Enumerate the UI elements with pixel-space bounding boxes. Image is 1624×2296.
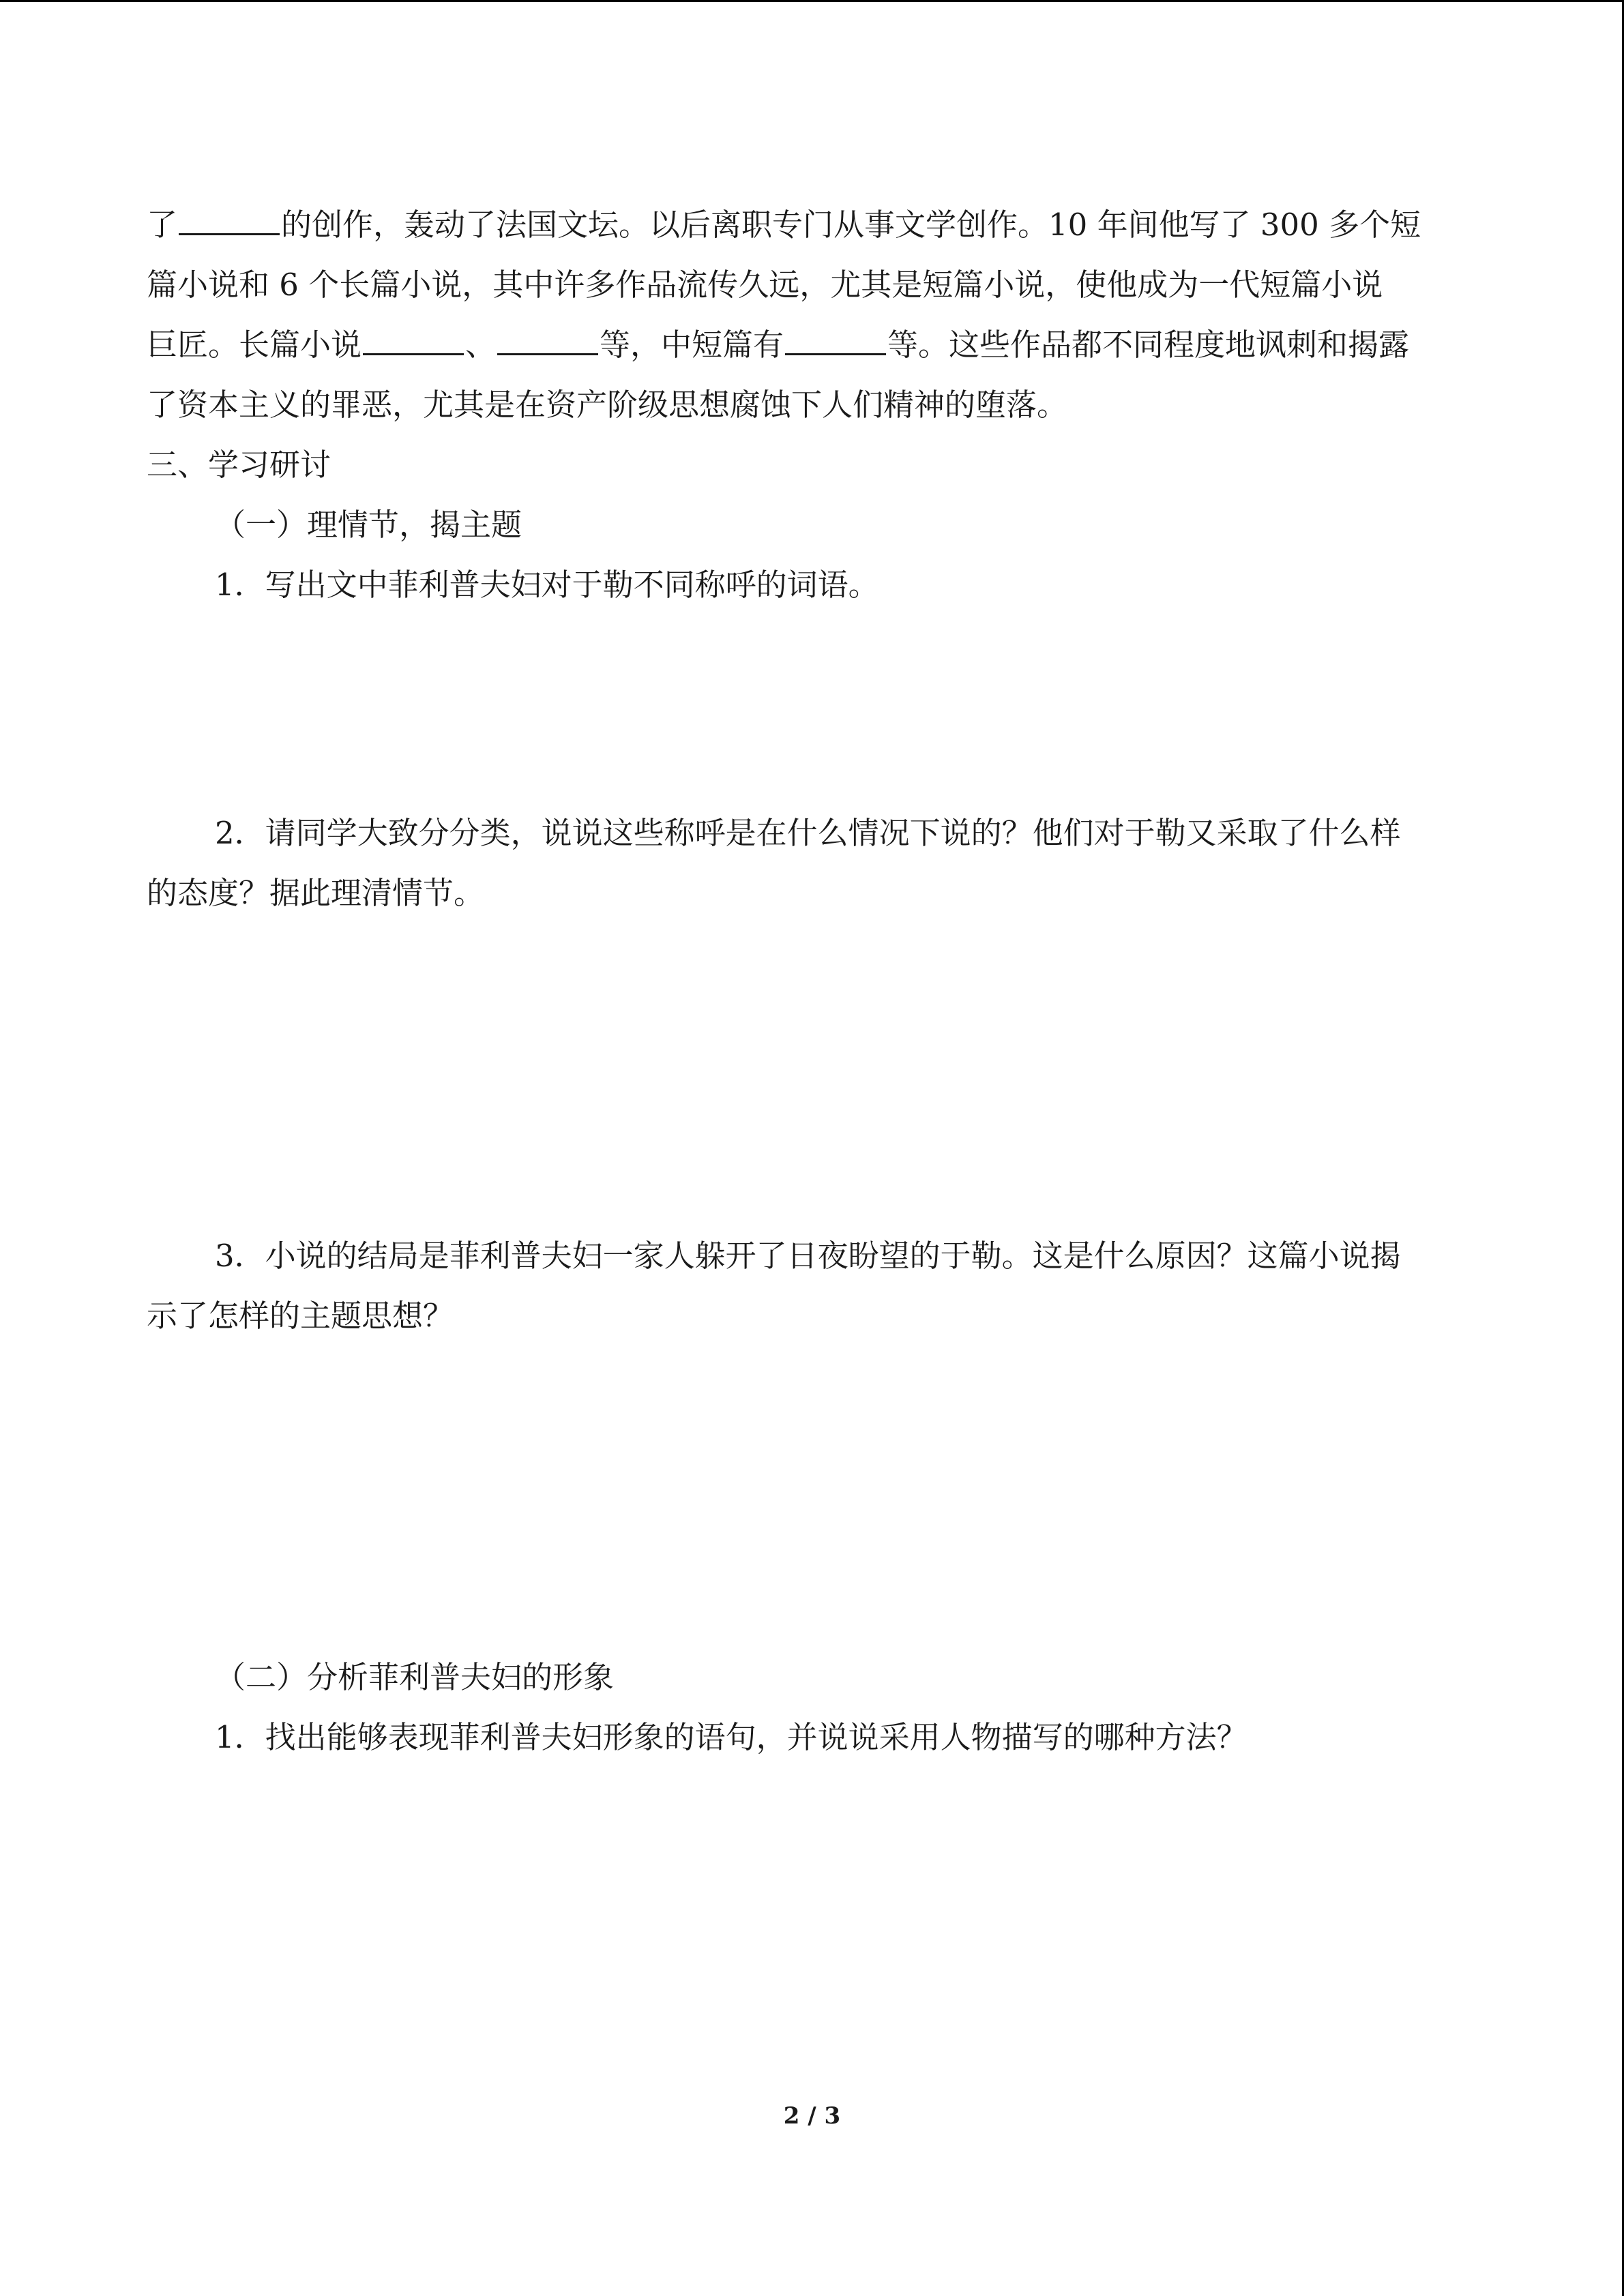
fill-blank-2[interactable]: [363, 327, 464, 355]
part-1-question-2-line-1: 2．请同学大致分分类，说说这些称呼是在什么情况下说的？他们对于勒又采取了什么样: [215, 815, 1401, 851]
intro-line-3: [147, 325, 1409, 366]
part-2-heading: （二）分析菲利普夫妇的形象: [215, 1659, 615, 1695]
fill-blank-3[interactable]: [497, 327, 598, 355]
part-1-heading: （一）理情节，揭主题: [215, 507, 522, 543]
intro-text: 等。这些作品都不同程度地讽刺和揭露: [887, 327, 1410, 363]
intro-text: 的创作，轰动了法国文坛。以后离职专门从事文学创作。10 年间他写了 300 多个短: [281, 207, 1421, 243]
part-2-question-1: 1．找出能够表现菲利普夫妇形象的语句，并说说采用人物描写的哪种方法？: [215, 1719, 1247, 1755]
intro-text: 、: [465, 327, 497, 363]
part-1-question-1: 1．写出文中菲利普夫妇对于勒不同称呼的词语。: [215, 567, 879, 603]
intro-line-2: [147, 265, 1383, 305]
intro-text: 了资本主义的罪恶，尤其是在资产阶级思想腐蚀下人们精神的堕落。: [147, 387, 1068, 423]
part-1-question-3-line-2: 示了怎样的主题思想？: [147, 1298, 454, 1334]
intro-text: 了: [147, 207, 178, 243]
page-number: 2 / 3: [783, 2102, 841, 2130]
intro-text: 等，中短篇有: [600, 327, 784, 363]
section-3-heading: 三、学习研讨: [147, 447, 331, 483]
part-1-question-3-line-1: 3．小说的结局是菲利普夫妇一家人躲开了日夜盼望的于勒。这是什么原因？这篇小说揭: [215, 1238, 1401, 1274]
intro-line-1: [147, 205, 1421, 245]
top-border-line: [0, 0, 1624, 2]
part-1-question-2-line-2: 的态度？据此理清情节。: [147, 875, 485, 911]
fill-blank-1[interactable]: [179, 207, 280, 235]
intro-line-4: [147, 385, 1067, 426]
intro-text: 篇小说和 6 个长篇小说，其中许多作品流传久远，尤其是短篇小说，使他成为一代短篇小说: [147, 267, 1383, 303]
fill-blank-4[interactable]: [785, 327, 886, 355]
intro-text: 巨匠。长篇小说: [147, 327, 362, 363]
